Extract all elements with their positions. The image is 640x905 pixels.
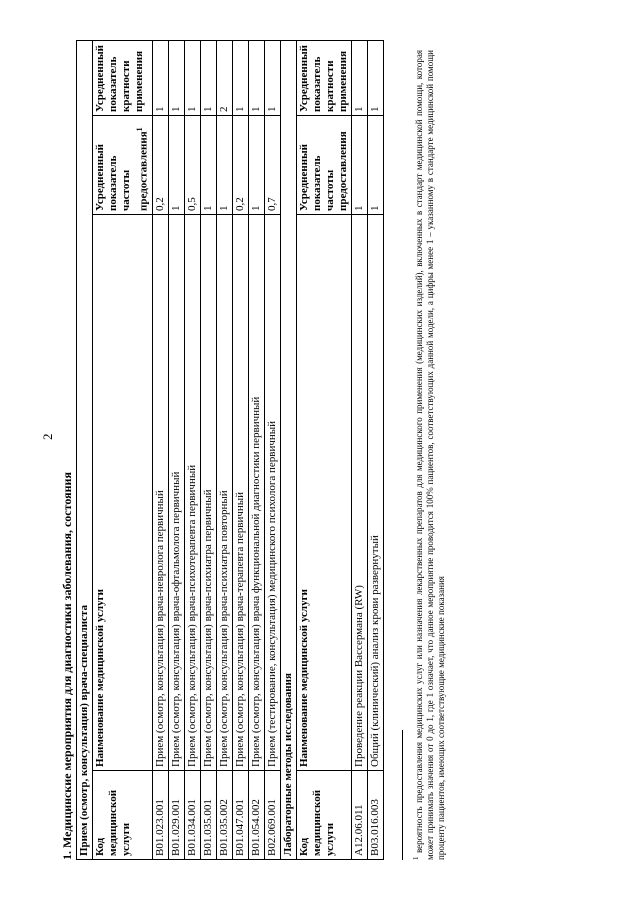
column-header: Наименование медицинской услуги bbox=[93, 215, 153, 771]
service-name: Прием (осмотр, консультация) врача-невролога первичный bbox=[152, 215, 168, 771]
frequency-value: 0,2 bbox=[152, 116, 168, 215]
multiplicity-value: 1 bbox=[184, 41, 200, 116]
table-row bbox=[216, 41, 232, 860]
services-table bbox=[76, 40, 384, 860]
multiplicity-value: 1 bbox=[264, 41, 280, 116]
multiplicity-value: 2 bbox=[216, 41, 232, 116]
service-code: B01.035.001 bbox=[200, 771, 216, 860]
column-header: Код медицинской услуги bbox=[93, 771, 153, 860]
footnote bbox=[411, 50, 447, 860]
footnote-ref: 1 bbox=[135, 127, 144, 132]
table-row bbox=[264, 41, 280, 860]
service-name: Проведение реакции Вассермана (RW) bbox=[351, 215, 367, 771]
multiplicity-value: 1 bbox=[200, 41, 216, 116]
service-name: Прием (осмотр, консультация) врача-психиатра первичный bbox=[200, 215, 216, 771]
service-code: B01.029.001 bbox=[168, 771, 184, 860]
frequency-value: 0,2 bbox=[232, 116, 248, 215]
table-row bbox=[168, 41, 184, 860]
multiplicity-value: 1 bbox=[232, 41, 248, 116]
frequency-value: 1 bbox=[216, 116, 232, 215]
service-code: B01.034.001 bbox=[184, 771, 200, 860]
multiplicity-value: 1 bbox=[248, 41, 264, 116]
column-header: Код медицинской услуги bbox=[296, 771, 351, 860]
header-row bbox=[93, 41, 153, 860]
footnote-divider bbox=[402, 730, 403, 860]
service-code: B01.035.002 bbox=[216, 771, 232, 860]
table-row bbox=[200, 41, 216, 860]
table-row bbox=[351, 41, 367, 860]
frequency-value: 1 bbox=[248, 116, 264, 215]
service-name: Прием (осмотр, консультация) врача функциональной диагностики первичный bbox=[248, 215, 264, 771]
multiplicity-value: 1 bbox=[351, 41, 367, 116]
table-row bbox=[184, 41, 200, 860]
multiplicity-value: 1 bbox=[168, 41, 184, 116]
service-code: B02.069.001 bbox=[264, 771, 280, 860]
frequency-value: 0,7 bbox=[264, 116, 280, 215]
section-heading: 1. Медицинские мероприятия для диагностики заболевания, состояния bbox=[60, 472, 74, 860]
service-name: Прием (осмотр, консультация) врача-офтальмолога первичный bbox=[168, 215, 184, 771]
multiplicity-value: 1 bbox=[367, 41, 383, 116]
frequency-value: 1 bbox=[200, 116, 216, 215]
service-code: B01.023.001 bbox=[152, 771, 168, 860]
service-code: B03.016.003 bbox=[367, 771, 383, 860]
header-row bbox=[296, 41, 351, 860]
footnote-marker: 1 bbox=[411, 856, 420, 860]
group-title: Прием (осмотр, консультация) врача-специалиста bbox=[77, 41, 93, 860]
service-name: Общий (клинический) анализ крови развернутый bbox=[367, 215, 383, 771]
service-name: Прием (тестирование, консультация) медицинского психолога первичный bbox=[264, 215, 280, 771]
table-row bbox=[367, 41, 383, 860]
column-header: Усредненный показатель частоты предоставления$^1$ bbox=[93, 116, 153, 215]
group-title: Лабораторные методы исследования bbox=[280, 41, 296, 860]
service-code: A12.06.011 bbox=[351, 771, 367, 860]
table-row bbox=[232, 41, 248, 860]
table-row bbox=[152, 41, 168, 860]
service-code: B01.047.001 bbox=[232, 771, 248, 860]
service-code: B01.054.002 bbox=[248, 771, 264, 860]
footnote-text: вероятность предоставления медицинских услуг или назначения лекарственных препаратов для медицинского применения (медицинских изделий), включенных в стандарт медицинской помощи, которая может принимать значения от 0 до 1, где 1 означает, что данное мероприятие проводится 100% пациентов, соответствующих данной модели, а цифры менее 1 – указанному в стандарте медицинской помощи проценту пациентов, имеющих соответствующие медицинские показания bbox=[413, 49, 446, 860]
service-name: Прием (осмотр, консультация) врача-психиатра повторный bbox=[216, 215, 232, 771]
column-header: Усредненный показатель кратности применения bbox=[93, 41, 153, 116]
frequency-value: 1 bbox=[168, 116, 184, 215]
service-name: Прием (осмотр, консультация) врача-терапевта первичный bbox=[232, 215, 248, 771]
column-header: Наименование медицинской услуги bbox=[296, 215, 351, 771]
service-name: Прием (осмотр, консультация) врача-психотерапевта первичный bbox=[184, 215, 200, 771]
multiplicity-value: 1 bbox=[152, 41, 168, 116]
frequency-value: 1 bbox=[367, 116, 383, 215]
table-row bbox=[248, 41, 264, 860]
rotated-content bbox=[60, 40, 530, 860]
frequency-value: 0,5 bbox=[184, 116, 200, 215]
page-number: 2 bbox=[40, 433, 55, 440]
frequency-value: 1 bbox=[351, 116, 367, 215]
column-header: Усредненный показатель кратности применения bbox=[296, 41, 351, 116]
column-header: Усредненный показатель частоты предоставления bbox=[296, 116, 351, 215]
